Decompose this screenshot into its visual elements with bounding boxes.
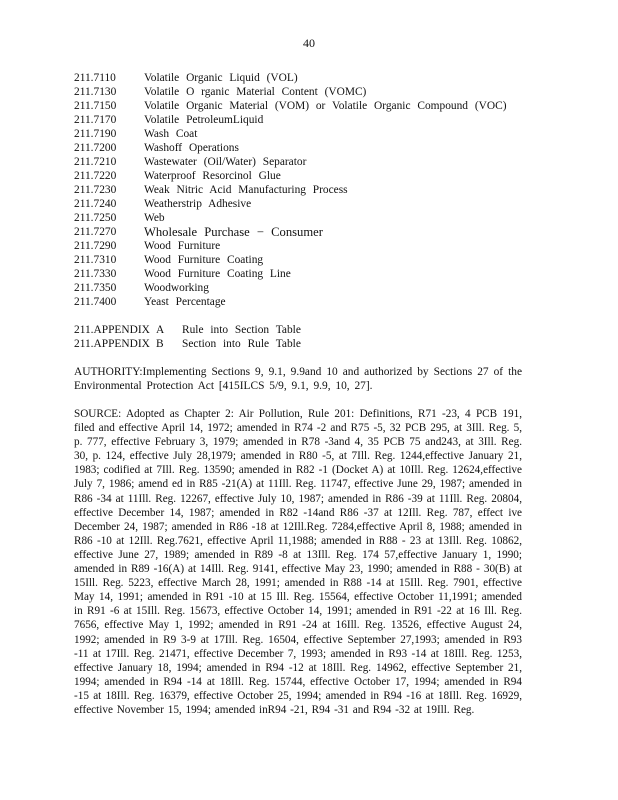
- section-title: Weak Nitric Acid Manufacturing Process: [144, 184, 348, 196]
- section-title: Woodworking: [144, 282, 209, 294]
- section-row: [74, 211, 544, 225]
- authority-paragraph: AUTHORITY:Implementing Sections 9, 9.1, 9.9and 10 and authorized by Sections 27 of the Environmental Protection Act [415ILCS 5/9, 9.1, 9.9, 10, 27].: [74, 366, 522, 392]
- section-row: [74, 127, 544, 141]
- section-number: 211.7310: [74, 254, 117, 266]
- section-title: Yeast Percentage: [144, 296, 226, 308]
- section-title: Volatile Organic Material (VOM) or Volatile Organic Compound (VOC): [144, 100, 507, 112]
- section-title: Wholesale Purchase − Consumer: [144, 225, 323, 239]
- appendix-row: [74, 323, 544, 337]
- section-number: 211.7210: [74, 156, 117, 168]
- section-row: [74, 225, 544, 239]
- section-number: 211.7240: [74, 198, 117, 210]
- section-row: [74, 85, 544, 99]
- section-title: Washoff Operations: [144, 142, 239, 154]
- section-list: [74, 71, 544, 309]
- section-title: Wash Coat: [144, 128, 198, 140]
- section-title: Wood Furniture: [144, 240, 221, 252]
- section-title: Volatile Organic Liquid (VOL): [144, 72, 298, 84]
- section-number: 211.7230: [74, 184, 117, 196]
- section-row: [74, 281, 544, 295]
- section-title: Weatherstrip Adhesive: [144, 198, 252, 210]
- appendix-number: 211.APPENDIX: [74, 338, 150, 350]
- section-row: [74, 169, 544, 183]
- appendix-list: [74, 323, 544, 351]
- section-number: 211.7250: [74, 212, 117, 224]
- section-number: 211.7150: [74, 100, 117, 112]
- appendix-number: 211.APPENDIX: [74, 324, 150, 336]
- section-number: 211.7170: [74, 114, 117, 126]
- section-row: [74, 239, 544, 253]
- page-number: 40: [303, 36, 315, 50]
- section-number: 211.7190: [74, 128, 117, 140]
- section-row: [74, 99, 544, 113]
- section-number: 211.7130: [74, 86, 117, 98]
- section-row: [74, 113, 544, 127]
- section-title: Volatile O rganic Material Content (VOMC): [144, 86, 367, 98]
- section-row: [74, 183, 544, 197]
- section-row: [74, 141, 544, 155]
- section-number: 211.7110: [74, 72, 116, 84]
- section-row: [74, 197, 544, 211]
- section-title: Wood Furniture Coating: [144, 254, 264, 266]
- section-number: 211.7290: [74, 240, 117, 252]
- section-title: Waterproof Resorcinol Glue: [144, 170, 281, 182]
- section-title: Volatile PetroleumLiquid: [144, 114, 264, 126]
- section-number: 211.7200: [74, 142, 117, 154]
- source-paragraph: SOURCE: Adopted as Chapter 2: Air Pollution, Rule 201: Definitions, R71 -23, 4 PCB 191, filed and effective April 14, 1972; amended in R74 -2 and R75 -5, 32 PCB 295, at 3Ill. Reg. 5, p. 777, effective February 3, 1979; amended in R78 -3and 4, 35 PCB 75 and243, at 3Ill. Reg. 30, p. 124, effective July 28,1979; amended in R80 -5, at 7Ill. Reg. 1244,effective January 21, 1983; codified at 7Ill. Reg. 13590; amended in R82 -1 (Docket A) at 10Ill. Reg. 12624,effective July 7, 1986; amend ed in R85 -21(A) at 11Ill. Reg. 11747, effective June 29, 1987; amended in R86 -34 at 11Ill. Reg. 12267, effective July 10, 1987; amended in R86 -39 at 11Ill. Reg. 20804, effective December 14, 1987; amended in R82 -14and R86 -37 at 12Ill. Reg. 787, effect ive December 24, 1987; amended in R86 -18 at 12Ill.Reg. 7284,effective April 8, 1988; amended in R86 -10 at 12Ill. Reg.7621, effective April 11,1988; amended in R88 - 23 at 13Ill. Reg. 10862, effective June 27, 1989; amended in R89 -8 at 13Ill. Reg. 174 57,effective January 1, 1990; amended in R89 -16(A) at 14Ill. Reg. 9141, effective May 23, 1990; amended in R88 - 30(B) at 15Ill. Reg. 5223, effective March 28, 1991; amended in R88 -14 at 15Ill. Reg. 7901, effective May 14, 1991; amended in R91 -10 at 15 Ill. Reg. 15564, effective October 11,1991; amended in R91 -6 at 15Ill. Reg. 15673, effective October 14, 1991; amended in R91 -22 at 16 Ill. Reg. 7656, effective May 1, 1992; amended in R91 -24 at 16Ill. Reg. 13526, effective August 24, 1992; amended in R9 3-9 at 17Ill. Reg. 16504, effective September 27,1993; amended in R93 -11 at 17Ill. Reg. 21471, effective December 7, 1993; amended in R93 -14 at 18Ill. Reg. 1253, effective January 18, 1994; amended in R94 -12 at 18Ill. Reg. 14962, effective September 21, 1994; amended in R94 -14 at 18Ill. Reg. 15744, effective October 17, 1994; amended in R94 -15 at 18Ill. Reg. 16379, effective October 25, 1994; amended in R94 -16 at 18Ill. Reg. 16929, effective November 15, 1994; amended inR94 -21, R94 -31 and R94 -32 at 19Ill. Reg.: [74, 408, 522, 716]
- section-row: [74, 267, 544, 281]
- section-row: [74, 71, 544, 85]
- section-row: [74, 295, 544, 309]
- section-title: Web: [144, 212, 165, 224]
- section-row: [74, 155, 544, 169]
- appendix-row: [74, 337, 544, 351]
- section-number: 211.7220: [74, 170, 117, 182]
- appendix-title: Section into Rule Table: [182, 338, 301, 350]
- section-number: 211.7330: [74, 268, 117, 280]
- section-row: [74, 253, 544, 267]
- section-number: 211.7350: [74, 282, 117, 294]
- appendix-title: Rule into Section Table: [182, 324, 301, 336]
- appendix-letter: A: [156, 324, 165, 336]
- section-title: Wood Furniture Coating Line: [144, 268, 291, 280]
- section-number: 211.7400: [74, 296, 117, 308]
- appendix-letter: B: [156, 338, 164, 350]
- section-number: 211.7270: [74, 226, 117, 238]
- section-title: Wastewater (Oil/Water) Separator: [144, 156, 307, 168]
